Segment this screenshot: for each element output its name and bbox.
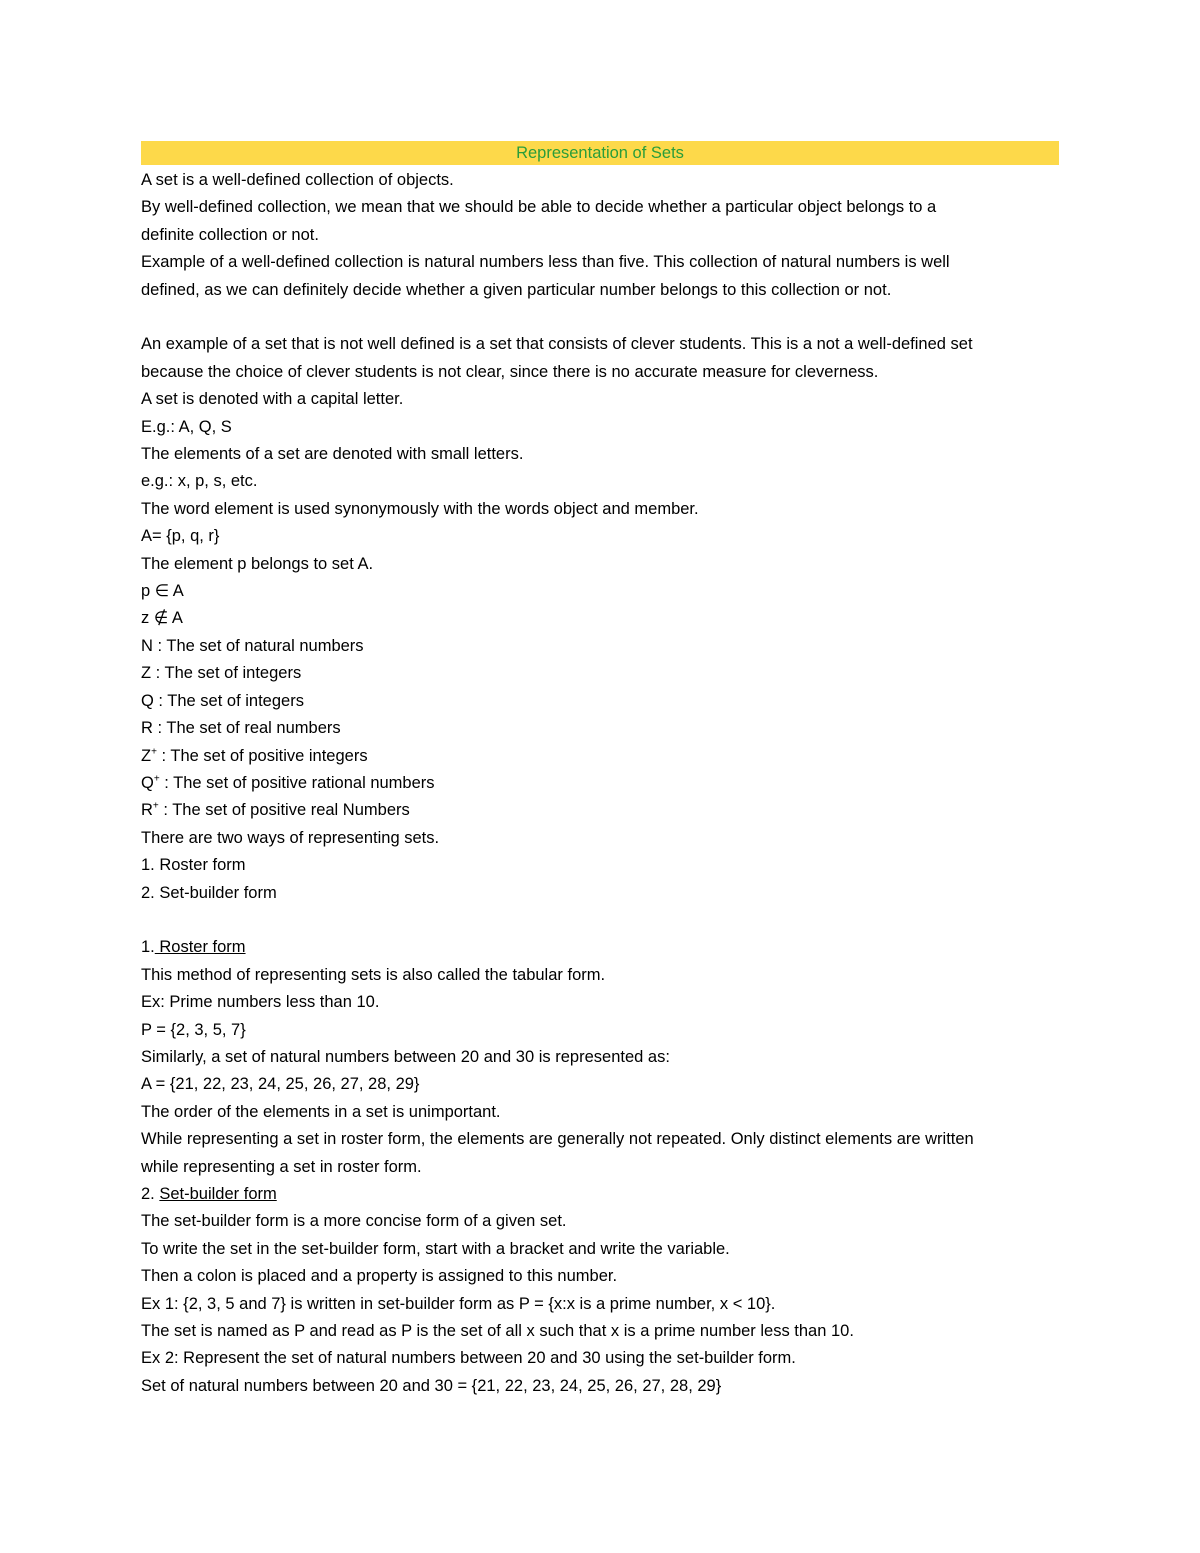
text-line: The word element is used synonymously with the words object and member. bbox=[141, 499, 699, 518]
text-line: E.g.: A, Q, S bbox=[141, 417, 232, 436]
section-heading-roster bbox=[141, 934, 1059, 961]
set-definition-line bbox=[141, 770, 1059, 797]
text-line: Ex 1: {2, 3, 5 and 7} is written in set-builder form as P = {x:x is a prime number, x < 10}. bbox=[141, 1294, 776, 1313]
text-line: An example of a set that is not well defined is a set that consists of clever students. This is a not a well-defined set bbox=[141, 335, 973, 354]
text-line: A set is denoted with a capital letter. bbox=[141, 390, 404, 409]
section-title: Roster form bbox=[154, 938, 246, 957]
text-line: Ex: Prime numbers less than 10. bbox=[141, 993, 380, 1012]
text-line: while representing a set in roster form. bbox=[141, 1157, 422, 1176]
spacer bbox=[141, 304, 1059, 331]
text-line: The set-builder form is a more concise form of a given set. bbox=[141, 1212, 567, 1231]
spacer bbox=[141, 907, 1059, 934]
text-line: The elements of a set are denoted with small letters. bbox=[141, 445, 524, 464]
text-line: 1. Roster form bbox=[141, 856, 246, 875]
set-symbol: Q bbox=[141, 773, 154, 792]
text-line: Then a colon is placed and a property is assigned to this number. bbox=[141, 1267, 618, 1286]
text-line: Ex 2: Represent the set of natural numbers between 20 and 30 using the set-builder form. bbox=[141, 1349, 796, 1368]
superscript-plus: + bbox=[151, 746, 157, 758]
section-heading-set-builder bbox=[141, 1181, 1059, 1208]
text-line: By well-defined collection, we mean that we should be able to decide whether a particular object belongs to a bbox=[141, 198, 937, 217]
text-line: Z : The set of integers bbox=[141, 664, 302, 683]
text-line: defined, as we can definitely decide whether a given particular number belongs to this collection or not. bbox=[141, 280, 892, 299]
document-page bbox=[141, 141, 1059, 1400]
text-line: R : The set of real numbers bbox=[141, 719, 341, 738]
document-title: Representation of Sets bbox=[141, 141, 1059, 165]
text-line: definite collection or not. bbox=[141, 225, 319, 244]
superscript-plus: + bbox=[152, 800, 159, 812]
text-line: Set of natural numbers between 20 and 30 = {21, 22, 23, 24, 25, 26, 27, 28, 29} bbox=[141, 1376, 722, 1395]
superscript-plus: + bbox=[153, 773, 160, 785]
text-line: A= {p, q, r} bbox=[141, 527, 220, 546]
text-line: There are two ways of representing sets. bbox=[141, 828, 440, 847]
text-line: Example of a well-defined collection is natural numbers less than five. This collection of natural numbers is well bbox=[141, 253, 950, 272]
set-description: : The set of positive integers bbox=[156, 746, 368, 765]
set-symbol: R bbox=[141, 801, 153, 820]
text-line: because the choice of clever students is not clear, since there is no accurate measure for cleverness. bbox=[141, 362, 879, 381]
text-line: The set is named as P and read as P is the set of all x such that x is a prime number less than 10. bbox=[141, 1322, 854, 1341]
set-description: : The set of positive real Numbers bbox=[158, 801, 410, 820]
text-line: Similarly, a set of natural numbers between 20 and 30 is represented as: bbox=[141, 1047, 670, 1066]
text-line: P = {2, 3, 5, 7} bbox=[141, 1020, 246, 1039]
text-line: Q : The set of integers bbox=[141, 691, 304, 710]
text-line: e.g.: x, p, s, etc. bbox=[141, 472, 258, 491]
text-line: p ∈ A bbox=[141, 582, 184, 601]
text-line: The element p belongs to set A. bbox=[141, 554, 374, 573]
text-line: N : The set of natural numbers bbox=[141, 636, 364, 655]
set-definition-line bbox=[141, 797, 1059, 824]
text-line: The order of the elements in a set is unimportant. bbox=[141, 1102, 501, 1121]
text-line: This method of representing sets is also called the tabular form. bbox=[141, 965, 606, 984]
set-definition-line bbox=[141, 743, 1059, 770]
text-line: z ∉ A bbox=[141, 609, 183, 628]
text-line: While representing a set in roster form, the elements are generally not repeated. Only distinct elements are written bbox=[141, 1130, 974, 1149]
section-number: 2. bbox=[141, 1185, 160, 1203]
set-symbol: Z bbox=[141, 746, 152, 765]
text-line: A set is a well-defined collection of objects. bbox=[141, 171, 454, 189]
section-number: 1. bbox=[141, 938, 155, 957]
text-line: 2. Set-builder form bbox=[141, 883, 277, 902]
set-description: : The set of positive rational numbers bbox=[159, 773, 435, 792]
text-line: To write the set in the set-builder form, start with a bracket and write the variable. bbox=[141, 1239, 730, 1258]
text-line: A = {21, 22, 23, 24, 25, 26, 27, 28, 29} bbox=[141, 1075, 420, 1094]
section-title: Set-builder form bbox=[159, 1185, 277, 1203]
